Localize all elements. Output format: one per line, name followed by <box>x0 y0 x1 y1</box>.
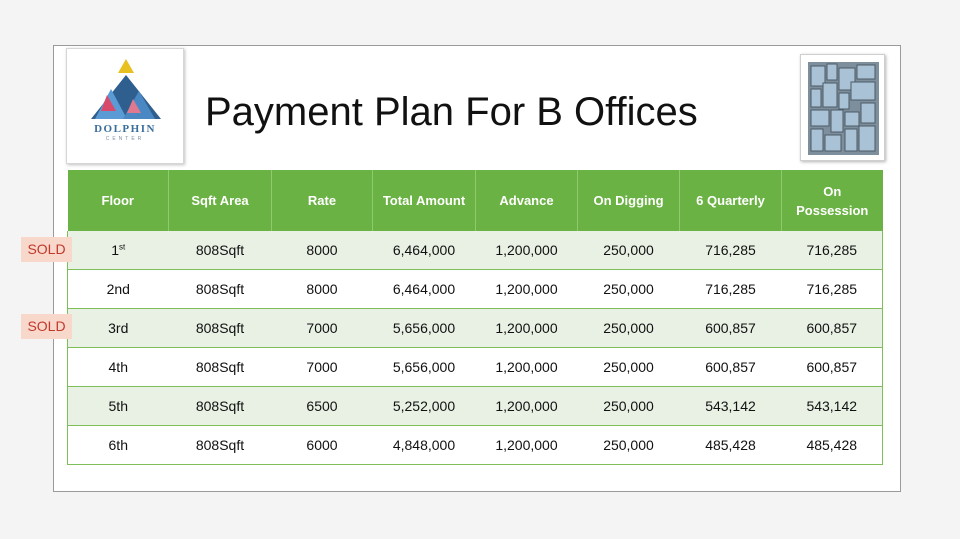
header-on-possession: On Possession <box>782 170 883 231</box>
cell-digging: 250,000 <box>578 348 680 387</box>
table-row <box>68 309 883 348</box>
cell-quarterly: 600,857 <box>680 348 782 387</box>
table-row <box>68 426 883 465</box>
cell-quarterly: 600,857 <box>680 309 782 348</box>
cell-advance: 1,200,000 <box>476 231 578 270</box>
cell-advance: 1,200,000 <box>476 270 578 309</box>
header-6-quarterly: 6 Quarterly <box>680 170 782 231</box>
header-advance: Advance <box>476 170 578 231</box>
cell-possession: 485,428 <box>782 426 883 465</box>
cell-digging: 250,000 <box>578 387 680 426</box>
logo-name: DOLPHIN <box>94 123 156 135</box>
cell-quarterly: 485,428 <box>680 426 782 465</box>
cell-rate: 8000 <box>272 270 373 309</box>
cell-total: 4,848,000 <box>373 426 476 465</box>
cell-area: 808Sqft <box>169 270 272 309</box>
cell-floor: 2nd <box>68 270 169 309</box>
cell-rate: 6500 <box>272 387 373 426</box>
header-sqft-area: Sqft Area <box>169 170 272 231</box>
cell-rate: 7000 <box>272 348 373 387</box>
cell-possession: 716,285 <box>782 270 883 309</box>
cell-total: 6,464,000 <box>373 231 476 270</box>
cell-possession: 600,857 <box>782 348 883 387</box>
cell-area: 808Sqft <box>169 309 272 348</box>
cell-floor: 3rd <box>68 309 169 348</box>
cell-total: 5,656,000 <box>373 348 476 387</box>
cell-possession: 716,285 <box>782 231 883 270</box>
cell-digging: 250,000 <box>578 309 680 348</box>
cell-floor: 6th <box>68 426 169 465</box>
cell-quarterly: 716,285 <box>680 270 782 309</box>
table-row <box>68 231 883 270</box>
cell-floor: 5th <box>68 387 169 426</box>
cell-quarterly: 543,142 <box>680 387 782 426</box>
cell-digging: 250,000 <box>578 426 680 465</box>
table-header-row <box>68 170 883 231</box>
header-floor: Floor <box>68 170 169 231</box>
logo-subname: CENTER <box>105 136 145 142</box>
sold-badge-1st: SOLD <box>21 237 72 262</box>
payment-plan-table <box>67 170 883 465</box>
cell-advance: 1,200,000 <box>476 348 578 387</box>
cell-advance: 1,200,000 <box>476 387 578 426</box>
cell-quarterly: 716,285 <box>680 231 782 270</box>
table-row <box>68 348 883 387</box>
cell-total: 6,464,000 <box>373 270 476 309</box>
cell-rate: 7000 <box>272 309 373 348</box>
cell-area: 808Sqft <box>169 387 272 426</box>
sold-badge-3rd: SOLD <box>21 314 72 339</box>
cell-total: 5,656,000 <box>373 309 476 348</box>
cell-possession: 600,857 <box>782 309 883 348</box>
building-facade-icon <box>808 62 879 155</box>
header-on-digging: On Digging <box>578 170 680 231</box>
cell-total: 5,252,000 <box>373 387 476 426</box>
cell-floor: 4th <box>68 348 169 387</box>
cell-advance: 1,200,000 <box>476 309 578 348</box>
table-row <box>68 270 883 309</box>
page-title: Payment Plan For B Offices <box>205 90 698 134</box>
cell-area: 808Sqft <box>169 231 272 270</box>
header-rate: Rate <box>272 170 373 231</box>
mountain-logo-icon <box>89 59 163 121</box>
cell-rate: 6000 <box>272 426 373 465</box>
cell-area: 808Sqft <box>169 348 272 387</box>
cell-digging: 250,000 <box>578 231 680 270</box>
dolphin-center-logo <box>66 48 184 164</box>
cell-floor: 1st <box>68 231 169 270</box>
cell-rate: 8000 <box>272 231 373 270</box>
header-total-amount: Total Amount <box>373 170 476 231</box>
cell-area: 808Sqft <box>169 426 272 465</box>
building-photo <box>800 54 885 161</box>
table-row <box>68 387 883 426</box>
cell-digging: 250,000 <box>578 270 680 309</box>
cell-advance: 1,200,000 <box>476 426 578 465</box>
cell-possession: 543,142 <box>782 387 883 426</box>
